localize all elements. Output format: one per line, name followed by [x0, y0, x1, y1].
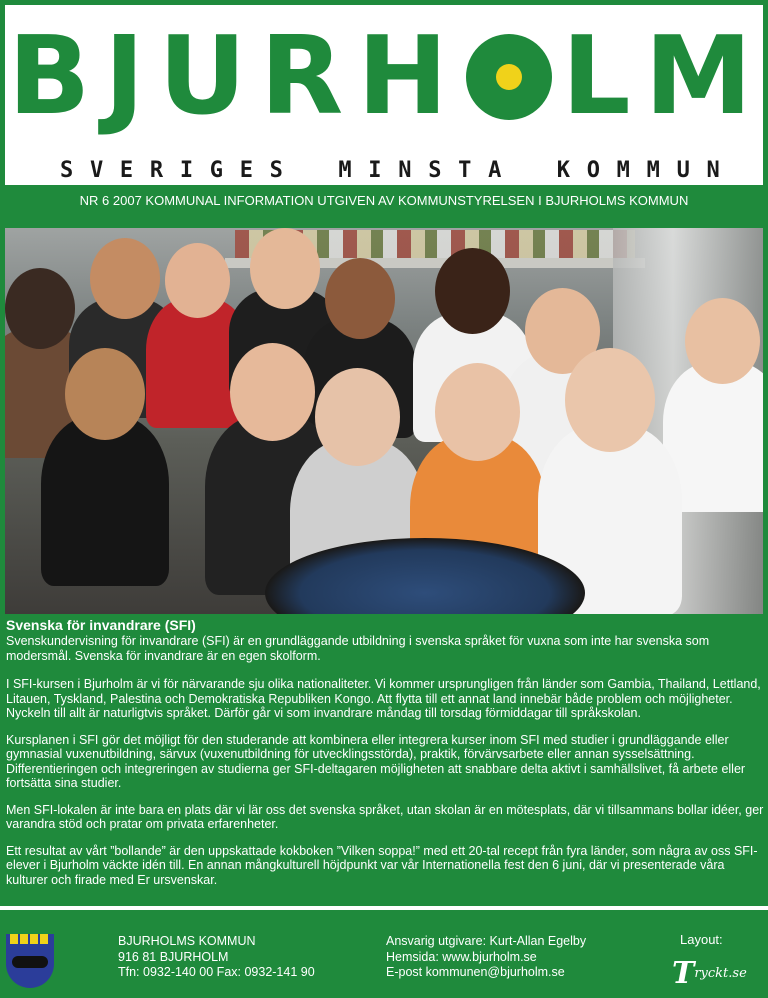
- person-head: [435, 248, 510, 334]
- person-head: [250, 228, 320, 309]
- bjurholm-logo: [5, 14, 763, 139]
- tagline-letter: S: [428, 158, 442, 183]
- municipality-address: [118, 934, 315, 981]
- person-head: [565, 348, 655, 452]
- article-paragraph: Svenskundervisning för invandrare (SFI) är en grundläggande utbildning i svenska språket för vuxna som inte har svenska som modersmål. Svenska för invandrare är en egen skolform.: [6, 634, 710, 663]
- group-photo: [5, 228, 763, 614]
- tagline-letter: K: [556, 158, 570, 183]
- logo-letter: U: [158, 14, 255, 139]
- email-link[interactable]: E-post kommunen@bjurholm.se: [386, 965, 565, 979]
- sun-icon: [466, 34, 552, 120]
- article: [6, 617, 764, 899]
- article-heading: Svenska för invandrare (SFI): [6, 617, 196, 633]
- tagline-letter: E: [119, 158, 134, 183]
- person-head: [685, 298, 760, 384]
- tagline-letter: N: [398, 158, 412, 183]
- tagline: [60, 158, 720, 183]
- logo-letter: J: [104, 14, 153, 139]
- issue-line: NR 6 2007 KOMMUNAL INFORMATION UTGIVEN AV KOMMUNSTYRELSEN I BJURHOLMS KOMMUN: [79, 193, 689, 208]
- person-head: [435, 363, 520, 461]
- tagline-letter: S: [60, 158, 74, 183]
- person-head: [5, 268, 75, 349]
- article-paragraph: Kursplanen i SFI gör det möjligt för den studerande att kombinera eller integrera kurser inom SFI med studier i grundläggande eller gymnasial vuxenutbildning, särvux (vuxenutbildning för utvecklingsstörda), praktik, förvärvsarbete eller annan sysselsättning. Differentieringen och integreringen av studierna ger SFI-deltagaren möjligheten att snabbare delta aktivt i samhällslivet, få arbete eller fortsätta sina studier.: [6, 732, 746, 790]
- tagline-letter: V: [89, 158, 104, 183]
- tagline-letter: M: [646, 158, 660, 183]
- tryckt-logo-text: ryckt.se: [694, 966, 747, 981]
- person-head: [315, 368, 400, 466]
- layout-label: Layout:: [680, 932, 723, 947]
- person-head: [325, 258, 395, 339]
- logo-letter: H: [357, 14, 456, 139]
- logo-letter: M: [644, 14, 761, 139]
- org-name: BJURHOLMS KOMMUN: [118, 934, 256, 948]
- logo-letter: B: [7, 14, 99, 139]
- person-head: [230, 343, 315, 441]
- beaver-icon: [12, 956, 48, 968]
- person-head: [65, 348, 145, 440]
- article-paragraph: Ett resultat av vårt ”bollande” är den uppskattade kokboken ”Vilken soppa!” med ett 20-tal recept från fyra länder, som några av oss SFI-elever i Bjurholm väckte idén till. En annan mångkulturell höjdpunkt var vår Internationella fest den 6 juni, där vi presenterade våra kulturer och firade med Er ursvenskar.: [6, 843, 758, 887]
- masthead: [5, 5, 763, 185]
- tagline-letter: I: [179, 158, 194, 183]
- coat-of-arms-icon: [6, 934, 54, 988]
- person-head: [165, 243, 230, 318]
- tagline-letter: R: [149, 158, 164, 183]
- article-paragraph: I SFI-kursen i Bjurholm är vi för närvarande sju olika nationaliteter. Vi kommer ursprungligen från länder som Gambia, Thailand, Lettland, Litauen, Tyskland, Palestina och Demokratiska Republiken Kongo. Att flytta till ett annat land innebär både problem och möjligheter. Nyckeln till allt är naturligtvis språket. Därför går vi som invandrare måndag till torsdag förmiddagar till språkskolan.: [6, 677, 761, 720]
- tagline-letter: M: [616, 158, 630, 183]
- tagline-letter: S: [269, 158, 283, 183]
- tagline-letter: N: [706, 158, 720, 183]
- publisher: Ansvarig utgivare: Kurt-Allan Egelby: [386, 934, 587, 948]
- org-phone: Tfn: 0932-140 00 Fax: 0932-141 90: [118, 965, 315, 979]
- tagline-letter: A: [488, 158, 502, 183]
- tagline-letter: G: [209, 158, 224, 183]
- footer: [0, 906, 768, 998]
- article-paragraph: Men SFI-lokalen är inte bara en plats där vi lär oss det svenska språket, utan skolan är en mötesplats, där vi tillsammans bollar idéer, ger varandra stöd och pratar om privata erfarenheter.: [6, 802, 764, 831]
- tagline-spacer: [300, 158, 322, 183]
- tagline-letter: U: [676, 158, 690, 183]
- logo-letter: R: [260, 14, 352, 139]
- tryckt-logo-initial: T: [672, 956, 695, 991]
- tagline-letter: O: [586, 158, 600, 183]
- person-body: [41, 416, 169, 586]
- logo-letter: L: [561, 14, 639, 139]
- tagline-letter: M: [338, 158, 352, 183]
- website-link[interactable]: Hemsida: www.bjurholm.se: [386, 949, 537, 964]
- publisher-contact: [386, 934, 586, 981]
- tagline-letter: I: [368, 158, 382, 183]
- org-postal: 916 81 BJURHOLM: [118, 949, 229, 964]
- tagline-letter: E: [239, 158, 253, 183]
- person-head: [90, 238, 160, 319]
- tagline-letter: T: [458, 158, 472, 183]
- tryckt-logo: [672, 956, 747, 991]
- tagline-spacer: [518, 158, 540, 183]
